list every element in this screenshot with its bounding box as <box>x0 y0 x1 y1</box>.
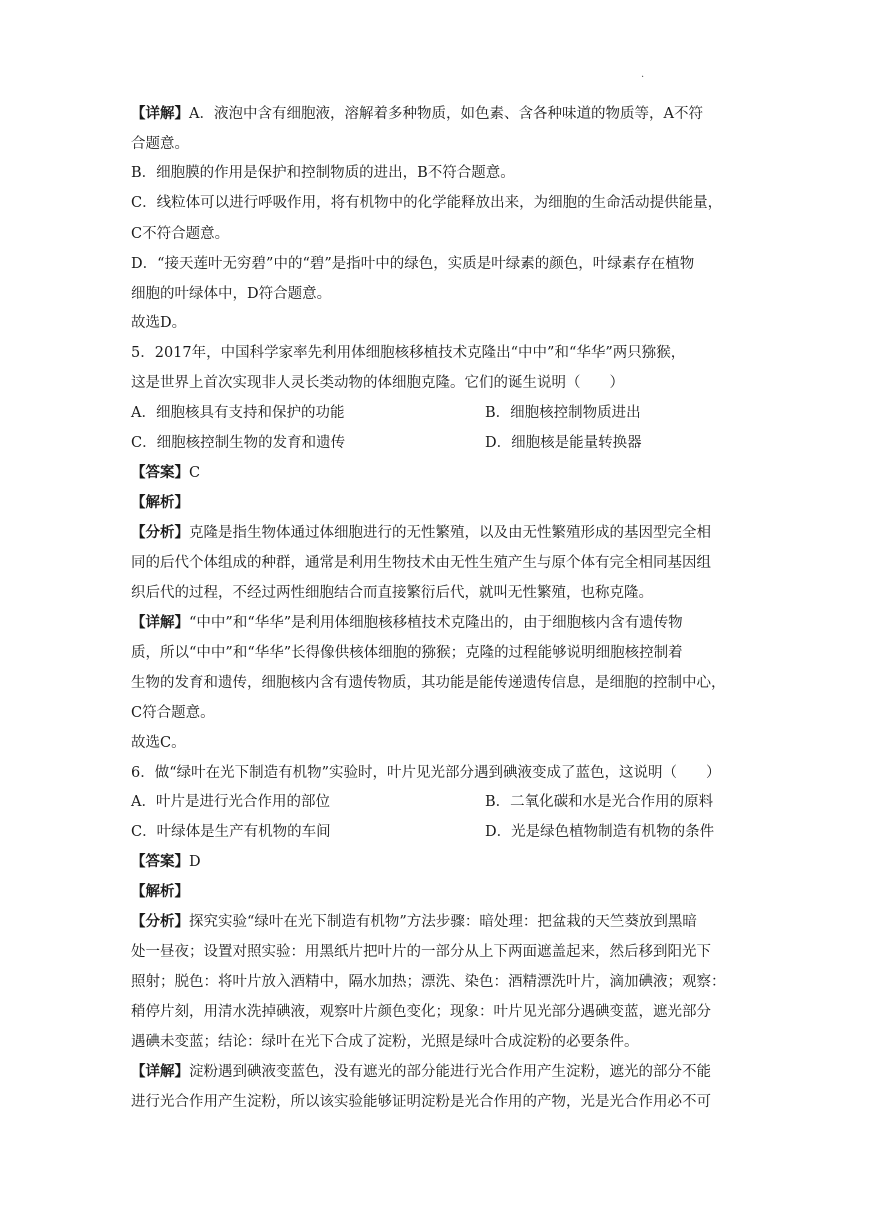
option-a: A．细胞核具有支持和保护的功能 <box>131 405 345 421</box>
option-d: D．细胞核是能量转换器 <box>485 435 642 451</box>
question-stem: 5．2017年，中国科学家率先利用体细胞核移植技术克隆出“中中”和“华华”两只猕猴， <box>131 345 686 361</box>
answer-value: C <box>189 465 201 481</box>
question-stem: 这是世界上首次实现非人灵长类动物的体细胞克隆。它们的诞生说明（ ） <box>131 375 624 391</box>
paragraph-line: 【分析】克隆是指生物体通过体细胞进行的无性繁殖，以及由无性繁殖形成的基因型完全相 <box>131 524 711 541</box>
paragraph-line: 【详解】淀粉遇到碘液变蓝色，没有遮光的部分能进行光合作用产生淀粉，遮光的部分不能 <box>131 1063 711 1080</box>
paragraph-line: 故选C。 <box>131 735 186 751</box>
paragraph-line: 遇碘未变蓝；结论：绿叶在光下合成了淀粉，光照是绿叶合成淀粉的必要条件。 <box>131 1034 639 1050</box>
paragraph-line: 生物的发育和遗传，细胞核内含有遗传物质，其功能是能传递遗传信息，是细胞的控制中心， <box>131 675 726 691</box>
paragraph-line: C．线粒体可以进行呼吸作用，将有机物中的化学能释放出来，为细胞的生命活动提供能量， <box>131 195 723 211</box>
paragraph-line: 【分析】探究实验“绿叶在光下制造有机物”方法步骤：暗处理：把盆栽的天竺葵放到黑暗 <box>131 913 697 930</box>
option-b: B．二氧化碳和水是光合作用的原料 <box>485 794 714 810</box>
question-stem: 6．做“绿叶在光下制造有机物”实验时，叶片见光部分遇到碘液变成了蓝色，这说明（ ） <box>131 765 721 781</box>
answer-line: 【答案】D <box>131 853 201 870</box>
option-a: A．叶片是进行光合作用的部位 <box>131 794 330 810</box>
option-c: C．叶绿体是生产有机物的车间 <box>131 824 331 840</box>
paragraph-line: 细胞的叶绿体中，D符合题意。 <box>131 286 332 302</box>
paragraph-line: B．细胞膜的作用是保护和控制物质的进出，B不符合题意。 <box>131 165 515 181</box>
header-mark: · <box>641 72 645 83</box>
paragraph-line: 【详解】A．液泡中含有细胞液，溶解着多种物质，如色素、含各种味道的物质等，A不符 <box>131 105 703 122</box>
paragraph-line: 处一昼夜；设置对照实验：用黑纸片把叶片的一部分从上下两面遮盖起来，然后移到阳光下 <box>131 944 711 960</box>
paragraph-line: 质，所以“中中”和“华华”长得像供核体细胞的猕猴；克隆的过程能够说明细胞核控制着 <box>131 645 683 661</box>
paragraph-line: 故选D。 <box>131 315 187 331</box>
paragraph-line: D．“接天莲叶无穷碧”中的“碧”是指叶中的绿色，实质是叶绿素的颜色，叶绿素存在植物 <box>131 256 695 272</box>
paragraph-line: 同的后代个体组成的种群，通常是利用生物技术由无性生殖产生与原个体有完全相同基因组 <box>131 555 711 571</box>
option-c: C．细胞核控制生物的发育和遗传 <box>131 435 346 451</box>
paragraph-line: 进行光合作用产生淀粉，所以该实验能够证明淀粉是光合作用的产物，光是光合作用必不可 <box>131 1094 711 1110</box>
option-b: B．细胞核控制物质进出 <box>485 405 641 421</box>
detail-tag: 【详解】 <box>131 105 189 122</box>
answer-value: D <box>189 854 201 870</box>
paragraph-line: C符合题意。 <box>131 705 215 721</box>
paragraph-line: 【详解】“中中”和“华华”是利用体细胞核移植技术克隆出的，由于细胞核内含有遗传物 <box>131 614 683 631</box>
paragraph-line: 照射；脱色：将叶片放入酒精中，隔水加热；漂洗、染色：酒精漂洗叶片，滴加碘液；观察： <box>131 974 726 990</box>
analysis-tag: 【解析】 <box>131 494 189 511</box>
paragraph-line: 稍停片刻，用清水洗掉碘液，观察叶片颜色变化；现象：叶片见光部分遇碘变蓝，遮光部分 <box>131 1004 711 1020</box>
answer-line: 【答案】C <box>131 464 201 481</box>
paragraph-line: C不符合题意。 <box>131 226 230 242</box>
paragraph-line: 织后代的过程，不经过两性细胞结合而直接繁衍后代，就叫无性繁殖，也称克隆。 <box>131 585 653 601</box>
analysis-tag: 【解析】 <box>131 883 189 900</box>
option-d: D．光是绿色植物制造有机物的条件 <box>485 824 715 840</box>
paragraph-line: 合题意。 <box>131 136 189 152</box>
